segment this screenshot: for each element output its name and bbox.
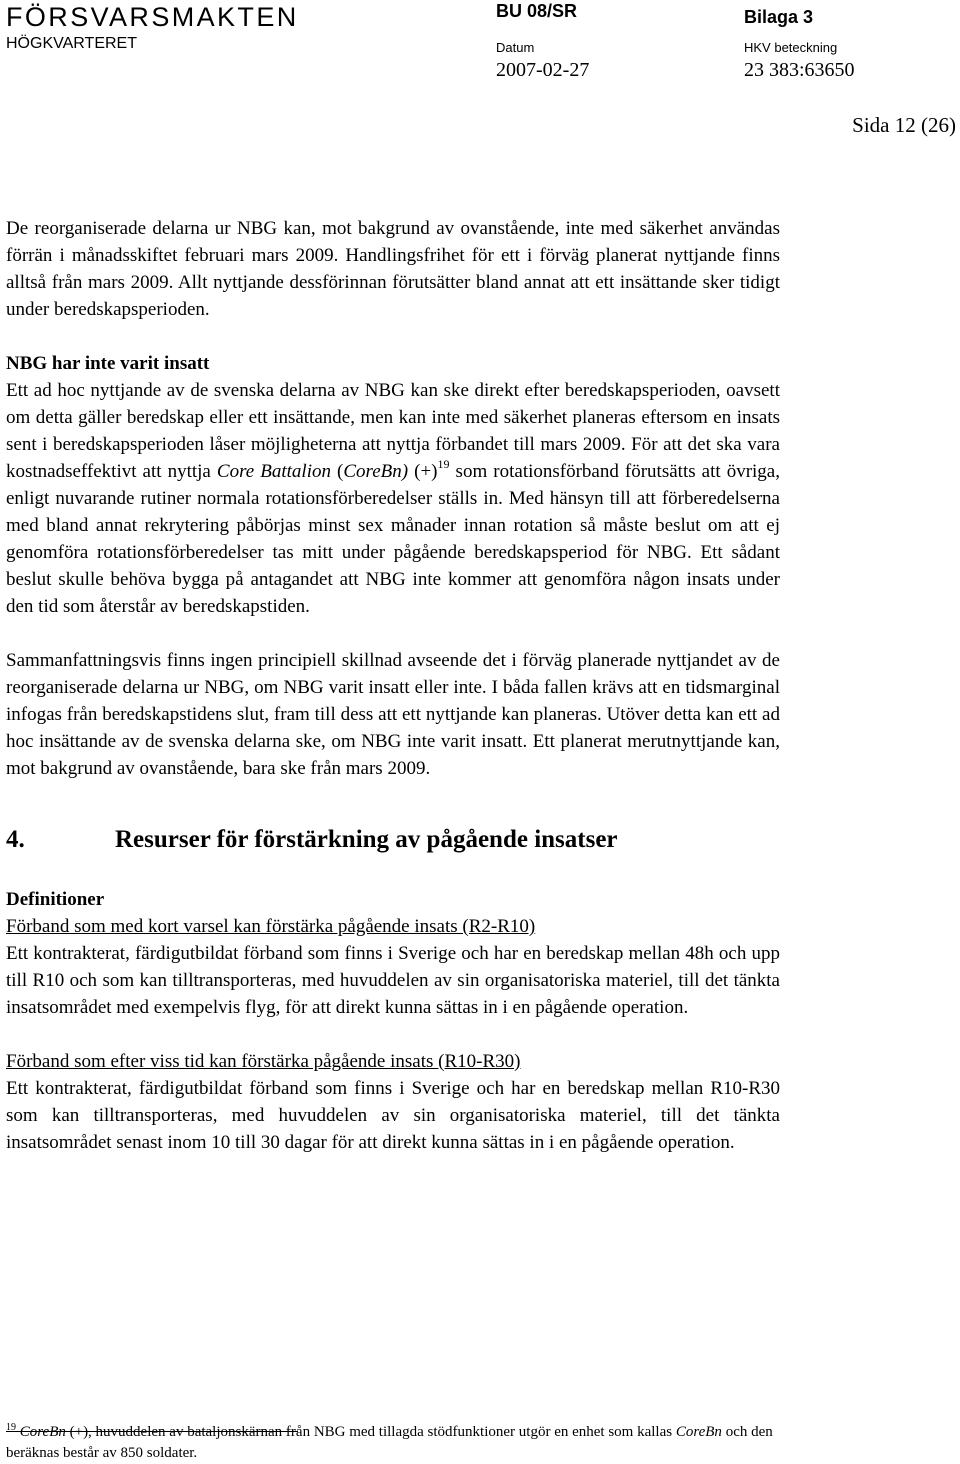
page-number: Sida 12 (26) <box>852 113 956 137</box>
reference-value: 23 383:63650 <box>744 59 855 81</box>
definition-text: Ett kontrakterat, färdigutbildat förband som finns i Sverige och har en beredskap mellan R10-R30 som kan tilltransporteras, med huvuddelen av sin organisatoriska materiel, till det tänkta insatsområdet senast inom 10 till 30 dagar för att direkt kunna sättas in i en pågående operation. <box>6 1078 780 1153</box>
footnote-number: 19 <box>6 1422 16 1433</box>
date-value: 2007-02-27 <box>496 59 590 81</box>
subsection-heading: NBG har inte varit insatt <box>6 353 210 374</box>
organization-name: FÖRSVARSMAKTEN <box>6 2 299 32</box>
section-heading <box>6 824 780 856</box>
reference-label: HKV beteckning <box>744 40 838 55</box>
date-label: Datum <box>496 40 535 55</box>
paragraph-not-deployed: Ett ad hoc nyttjande av de svenska delarna av NBG kan ske direkt efter beredskapsperioden, oavsett om detta gäller beredskap eller ett insättande, men kan inte med säkerhet planeras eftersom en insats sent i beredskapsperioden låser möjligheterna att nyttja förbandet till mars 2009. För att det ska vara kostnadseffektivt att nyttja Core Battalion (CoreBn) $(+)^{19}$ som rotationsförband förutsätts att övriga, enligt nuvarande rutiner normala rotationsförberedelser ställs in. Med hänsyn till att förberedelserna med bland annat rekrytering påbörjas minst sex månader innan rotation så måste beslut om att ej genomföra rotationsförberedelser tas mitt under pågående beredskapsperiod för NBG. Ett sådant beslut skulle behöva bygga på antagandet att NBG inte kommer att genomföra någon insats under den tid som återstår av beredskapstiden. <box>6 380 780 617</box>
definition-text: Ett kontrakterat, färdigutbildat förband som finns i Sverige och har en beredskap mellan 48h och upp till R10 och som kan tilltransporteras, med huvuddelen av sin organisatoriska materiel, till det tänkta insatsområdet med exempelvis flyg, för att direkt kunna sättas in i en pågående operation. <box>6 943 780 1018</box>
paragraph-intro: De reorganiserade delarna ur NBG kan, mot bakgrund av ovanstående, inte med säkerhet användas förrän i månadsskiftet februari mars 2009. Handlingsfrihet för ett i förväg planerat nyttjande finns alltså från mars 2009. Allt nyttjande dessförinnan förutsätter bland annat att ett insättande sker tidigt under beredskapsperioden. <box>6 218 780 320</box>
attachment-label: Bilaga 3 <box>744 7 814 27</box>
footnote-reference: 19 <box>437 457 450 471</box>
document-number: BU 08/SR <box>496 1 578 21</box>
document-body <box>6 215 780 1156</box>
section-title: Resurser för förstärkning av pågående insatser <box>115 826 618 853</box>
footnote: $^{19}$ CoreBn (+), huvuddelen av bataljonskärnan från NBG med tillagda stödfunktioner utgör en enhet som kallas CoreBn och den beräknas består av 850 soldater. <box>6 1422 773 1461</box>
definitions-heading: Definitioner <box>6 889 105 910</box>
definition-title: Förband som efter viss tid kan förstärka pågående insats (R10-R30) <box>6 1051 521 1072</box>
unit-name: HÖGKVARTERET <box>6 35 137 52</box>
section-number: 4. <box>6 826 25 853</box>
definition-title: Förband som med kort varsel kan förstärka pågående insats (R2-R10) <box>6 916 536 937</box>
paragraph-summary: Sammanfattningsvis finns ingen principiell skillnad avseende det i förväg planerade nyttjandet av de reorganiserade delarna ur NBG, om NBG varit insatt eller inte. I båda fallen krävs att en tidsmarginal infogas från beredskapstidens slut, fram till dess att ett nyttjande kan planeras. Utöver detta kan ett ad hoc insättande av de svenska delarna ske, om NBG inte varit insatt. Ett planerat merutnyttjande kan, mot bakgrund av ovanstående, bara ske från mars 2009. <box>6 650 780 779</box>
